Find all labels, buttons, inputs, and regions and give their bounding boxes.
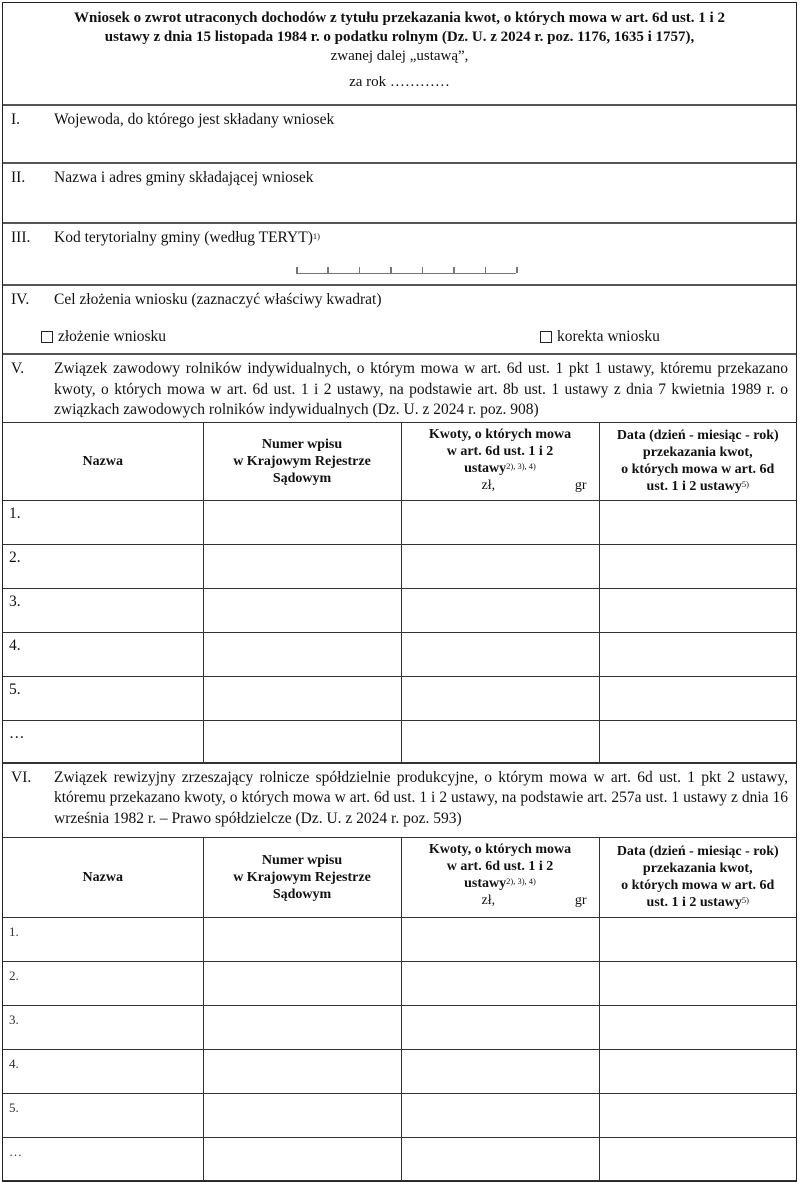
cell-amount[interactable] [401, 500, 599, 544]
section-number: IV. [11, 291, 30, 308]
cell-date[interactable] [599, 1050, 796, 1094]
header-name: Nazwa [3, 423, 203, 500]
table-header-row [3, 423, 796, 500]
checkbox-icon[interactable] [41, 331, 53, 343]
cell-date[interactable] [599, 918, 796, 962]
section-label: Cel złożenia wniosku (zaznaczyć właściwy kwadrat) [54, 291, 382, 308]
application-form [2, 2, 797, 1182]
header-amount-line: ustawy [464, 461, 507, 476]
teryt-tick [453, 267, 455, 273]
table-row [3, 632, 796, 676]
cell-date[interactable] [599, 962, 796, 1006]
title-line-3: zwanej dalej „ustawą”, [330, 48, 469, 64]
cell-amount[interactable] [401, 1138, 599, 1181]
section-audit-union [3, 764, 796, 838]
cell-name[interactable]: 5. [3, 1094, 203, 1138]
cell-date[interactable] [599, 1006, 796, 1050]
section-label: Kod terytorialny gminy (według TERYT) [54, 229, 313, 246]
header-date-line: ust. 1 i 2 ustawy [646, 479, 742, 495]
cell-name[interactable]: 2. [3, 544, 203, 588]
cell-name[interactable]: 3. [3, 1006, 203, 1050]
cell-name[interactable]: 3. [3, 588, 203, 632]
footnote-ref: 5) [741, 479, 749, 490]
cell-name[interactable]: 5. [3, 676, 203, 720]
teryt-code-field[interactable] [296, 265, 516, 274]
footnote-ref: 2), 3), 4) [506, 875, 536, 886]
table-audit-union [3, 838, 796, 1182]
header-amount [401, 838, 599, 918]
section-label: Związek zawodowy rolników indywidualnych, o którym mowa w art. 6d ust. 1 pkt 1 ustawy, któremu przekazano kwoty, o których mowa w art. 6d ust. 1 i 2 ustawy, na podstawie art. 8b ust. 1 ustawy z dnia 7 kwietnia 1989 r. o związkach zawodowych rolników indywidualnych (Dz. U. z 2024 r. poz. 908) [54, 360, 788, 418]
cell-date[interactable] [599, 588, 796, 632]
footnote-ref: 1) [312, 231, 320, 241]
unit-gr: gr [574, 892, 587, 908]
header-amount-line: Kwoty, o których mowa [428, 427, 572, 442]
table-row [3, 676, 796, 720]
teryt-tick [422, 267, 424, 273]
cell-name[interactable]: … [3, 1138, 203, 1181]
section-trade-union [3, 355, 796, 423]
cell-amount[interactable] [401, 544, 599, 588]
footnote-ref: 2), 3), 4) [506, 461, 536, 471]
unit-gr: gr [574, 478, 587, 493]
cell-krs-number[interactable] [203, 1006, 401, 1050]
table-row [3, 1050, 796, 1094]
cell-name[interactable]: 4. [3, 632, 203, 676]
cell-krs-number[interactable] [203, 720, 401, 762]
table-row [3, 918, 796, 962]
header-krs-line: w Krajowym Rejestrze [233, 869, 371, 885]
cell-date[interactable] [599, 1094, 796, 1138]
header-amount-line: ustawy [464, 875, 507, 891]
cell-amount[interactable] [401, 918, 599, 962]
header-date-line: o których mowa w art. 6d [621, 878, 775, 894]
table-row [3, 1138, 796, 1181]
section-teryt [3, 224, 796, 286]
cell-date[interactable] [599, 544, 796, 588]
footnote-ref: 5) [741, 895, 749, 906]
cell-name[interactable]: 2. [3, 962, 203, 1006]
header-krs [203, 423, 401, 500]
header-krs-line: Sądowym [272, 470, 332, 486]
header-date-line: przekazania kwot, [642, 861, 753, 877]
cell-krs-number[interactable] [203, 676, 401, 720]
cell-date[interactable] [599, 632, 796, 676]
table-row [3, 962, 796, 1006]
section-number: III. [11, 229, 31, 246]
teryt-tick [296, 267, 298, 273]
year-field[interactable]: za rok ………… [349, 74, 450, 90]
table-row [3, 1006, 796, 1050]
header-date [599, 423, 796, 500]
header-krs-line: Sądowym [272, 886, 332, 902]
cell-krs-number[interactable] [203, 1050, 401, 1094]
cell-krs-number[interactable] [203, 1138, 401, 1181]
cell-date[interactable] [599, 720, 796, 762]
table-row [3, 1094, 796, 1138]
teryt-tick [485, 267, 487, 273]
cell-amount[interactable] [401, 1006, 599, 1050]
cell-name[interactable]: … [3, 720, 203, 762]
section-number: V. [11, 360, 25, 377]
cell-krs-number[interactable] [203, 1094, 401, 1138]
cell-amount[interactable] [401, 962, 599, 1006]
teryt-tick [327, 267, 329, 273]
teryt-tick [359, 267, 361, 273]
table-header-row [3, 838, 796, 918]
title-line-2: ustawy z dnia 15 listopada 1984 r. o podatku rolnym (Dz. U. z 2024 r. poz. 1176, 1635 i 1757), [104, 29, 695, 45]
section-number: I. [11, 111, 21, 128]
section-number: II. [11, 169, 26, 186]
header-date [599, 838, 796, 918]
cell-amount[interactable] [401, 720, 599, 762]
section-number: VI. [11, 768, 32, 786]
cell-name[interactable]: 4. [3, 1050, 203, 1094]
table-trade-union [3, 423, 796, 763]
section-purpose [3, 286, 796, 355]
cell-krs-number[interactable] [203, 962, 401, 1006]
header-krs-line: w Krajowym Rejestrze [233, 453, 371, 469]
header-date-line: o których mowa w art. 6d [621, 462, 775, 478]
cell-amount[interactable] [401, 1094, 599, 1138]
cell-date[interactable] [599, 676, 796, 720]
teryt-tick [390, 267, 392, 273]
header-date-line: Data (dzień - miesiąc - rok) [616, 844, 779, 860]
header-krs [203, 838, 401, 918]
section-label: Nazwa i adres gminy składającej wniosek [54, 169, 314, 186]
unit-zl: zł, [481, 892, 496, 908]
header-date-line: ust. 1 i 2 ustawy [646, 895, 742, 911]
cell-amount[interactable] [401, 676, 599, 720]
header-name: Nazwa [3, 838, 203, 918]
header-krs-line: Numer wpisu [261, 852, 343, 868]
cell-krs-number[interactable] [203, 544, 401, 588]
header-date-line: Data (dzień - miesiąc - rok) [616, 428, 779, 444]
cell-amount[interactable] [401, 632, 599, 676]
cell-krs-number[interactable] [203, 500, 401, 544]
table-audit-union-wrapper [3, 838, 796, 1182]
section-label: Związek rewizyjny zrzeszający rolnicze spółdzielnie produkcyjne, o którym mowa w art. 6d ust. 1 pkt 2 ustawy, któremu przekazano kwoty, o których mowa w art. 6d ust. 1 i 2 ustawy, na podstawie art. 257a ust. 1 ustawy z dnia 16 września 1982 r. – Prawo spółdzielcze (Dz. U. z 2024 r. poz. 593) [54, 768, 788, 827]
cell-krs-number[interactable] [203, 632, 401, 676]
section-label: Wojewoda, do którego jest składany wniosek [54, 111, 335, 128]
section-municipality[interactable] [3, 164, 796, 224]
cell-amount[interactable] [401, 1050, 599, 1094]
header-amount-line: w art. 6d ust. 1 i 2 [446, 444, 554, 459]
checkbox-label: złożenie wniosku [58, 328, 167, 345]
table-row [3, 500, 796, 544]
cell-date[interactable] [599, 1138, 796, 1181]
header-amount-line: w art. 6d ust. 1 i 2 [446, 858, 554, 874]
checkbox-correction[interactable] [540, 328, 660, 346]
title-line-1: Wniosek o zwrot utraconych dochodów z tytułu przekazania kwot, o których mowa w art. 6d ust. 1 i 2 [74, 10, 725, 26]
table-row [3, 544, 796, 588]
header-amount [401, 423, 599, 500]
header-amount-line: Kwoty, o których mowa [428, 841, 572, 857]
cell-amount[interactable] [401, 588, 599, 632]
cell-name[interactable]: 1. [3, 918, 203, 962]
header-krs-line: Numer wpisu [261, 436, 343, 452]
checkbox-submission[interactable] [41, 328, 166, 346]
cell-date[interactable] [599, 500, 796, 544]
checkbox-label: korekta wniosku [557, 328, 660, 345]
unit-zl: zł, [481, 478, 496, 493]
teryt-tick [516, 267, 518, 273]
section-voivode[interactable] [3, 106, 796, 164]
cell-krs-number[interactable] [203, 918, 401, 962]
cell-krs-number[interactable] [203, 588, 401, 632]
checkbox-icon[interactable] [540, 331, 552, 343]
header-date-line: przekazania kwot, [642, 445, 753, 461]
table-trade-union-wrapper [3, 423, 796, 764]
form-title [3, 3, 796, 106]
table-row [3, 720, 796, 762]
table-row [3, 588, 796, 632]
cell-name[interactable]: 1. [3, 500, 203, 544]
